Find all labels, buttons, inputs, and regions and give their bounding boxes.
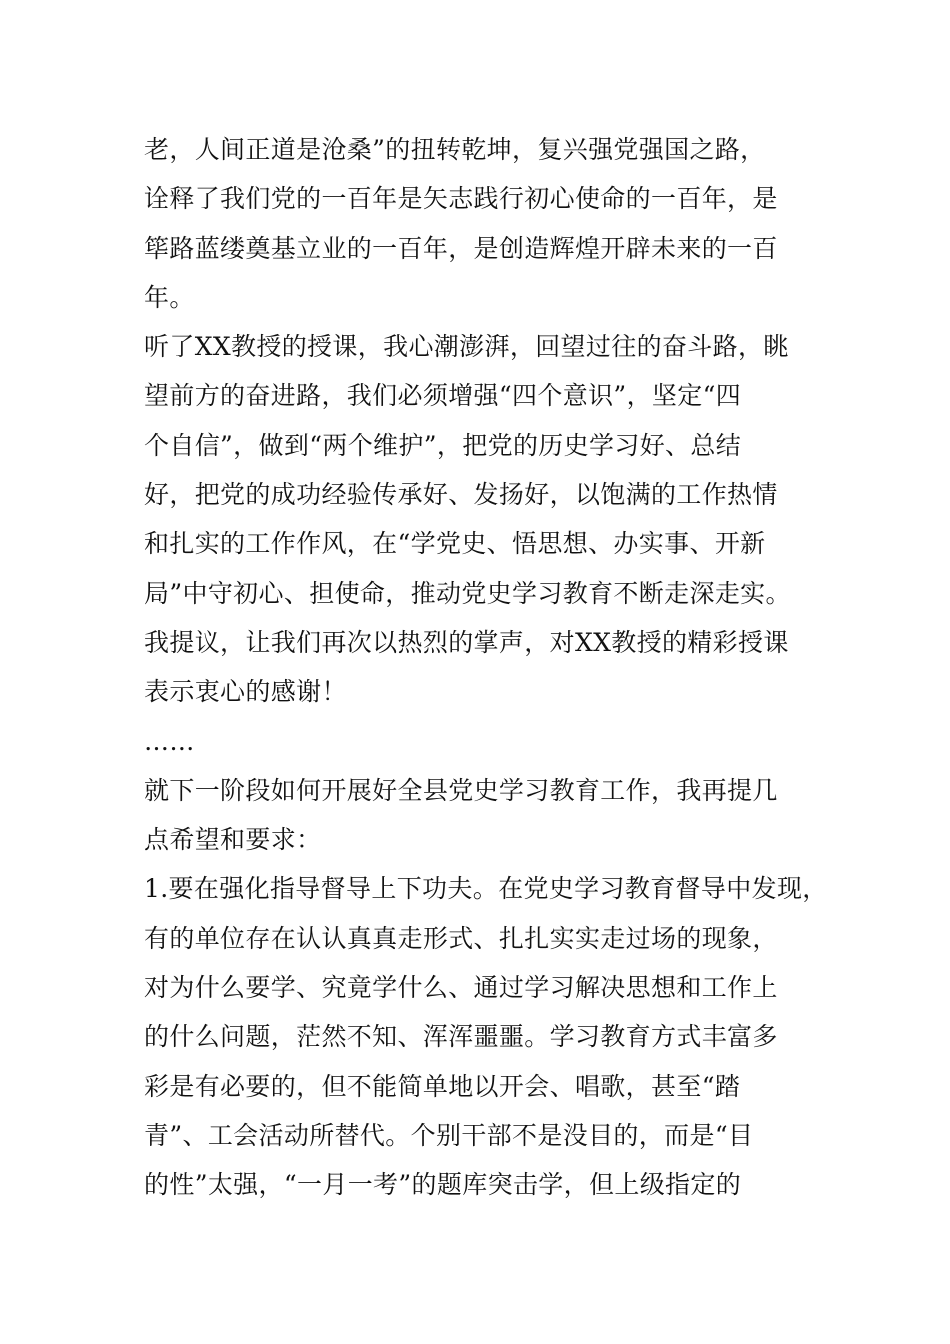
- text-line: 老，人间正道是沧桑”的扭转乾坤，复兴强党强国之路，: [144, 135, 766, 164]
- text-line: 望前方的奋进路，我们必须增强“四个意识”，坚定“四: [144, 381, 742, 411]
- text-line: 年。: [144, 282, 195, 312]
- text-line: 点希望和要求：: [144, 825, 322, 855]
- text-line: 个自信”，做到“两个维护”，把党的历史学习好、总结: [144, 430, 742, 460]
- text-line: 我提议，让我们再次以热烈的掌声，对XX教授的精彩授课: [144, 627, 789, 657]
- text-line: 表示衷心的感谢！: [144, 677, 347, 707]
- text-line: 听了XX教授的授课，我心潮澎湃，回望过往的奋斗路，眺: [144, 332, 789, 362]
- text-line: 的什么问题，茫然不知、浑浑噩噩。学习教育方式丰富多: [144, 1022, 778, 1052]
- text-line: 好，把党的成功经验传承好、发扬好，以饱满的工作热情: [144, 480, 778, 510]
- text-line: 局”中守初心、担使命，推动党史学习教育不断走深走实。: [144, 578, 791, 608]
- text-line: 彩是有必要的，但不能简单地以开会、唱歌，甚至“踏: [144, 1071, 741, 1101]
- text-line: 诠释了我们党的一百年是矢志践行初心使命的一百年，是: [144, 184, 778, 214]
- text-line: 对为什么要学、究竟学什么、通过学习解决思想和工作上: [144, 973, 778, 1003]
- text-line: 就下一阶段如何开展好全县党史学习教育工作，我再提几: [144, 775, 778, 805]
- text-line: ……: [144, 726, 195, 756]
- text-line: 筚路蓝缕奠基立业的一百年，是创造辉煌开辟未来的一百: [144, 233, 778, 263]
- text-line: 有的单位存在认认真真走形式、扎扎实实走过场的现象，: [144, 923, 778, 953]
- text-line: 的性”太强，“一月一考”的题库突击学，但上级指定的: [144, 1170, 742, 1200]
- text-line: 1.要在强化指导督导上下功夫。在党史学习教育督导中发现，: [144, 874, 828, 904]
- document-body: [144, 125, 844, 1210]
- text-line: 和扎实的工作作风，在“学党史、悟思想、办实事、开新: [144, 529, 766, 559]
- text-line: 青”、工会活动所替代。个别干部不是没目的，而是“目: [144, 1120, 754, 1150]
